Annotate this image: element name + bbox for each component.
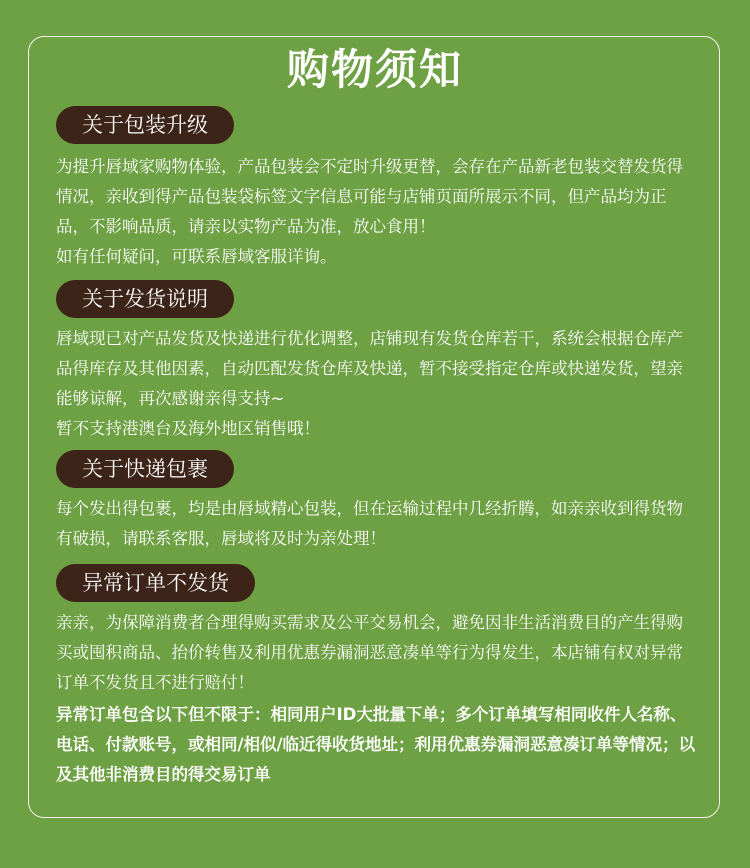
section-paragraph-bold: 异常订单包含以下但不限于：相同用户ID大批量下单；多个订单填写相同收件人名称、电话、付款账号，或相同/相似/临近得收货地址；利用优惠券漏洞恶意凑订单等情况；以及其他非消费目的得交易订单 — [56, 705, 696, 784]
section-paragraph: 亲亲，为保障消费者合理得购买需求及公平交易机会，避免因非生活消费目的产生得购买或囤积商品、抬价转售及利用优惠券漏洞恶意凑单等行为得发生，本店铺有权对异常订单不发货且不进行赔付！ — [56, 613, 683, 692]
section-heading-packaging: 关于包装升级 — [56, 106, 234, 144]
page-title: 购物须知 — [286, 45, 463, 94]
section-paragraph: 暂不支持港澳台及海外地区销售哦！ — [56, 419, 320, 438]
section-heading-package: 关于快递包裹 — [56, 450, 234, 488]
section-paragraph: 如有任何疑问，可联系唇域客服详询。 — [56, 247, 337, 266]
section-paragraph: 每个发出得包裹，均是由唇域精心包装，但在运输过程中几经折腾，如亲亲收到得货物有破损，请联系客服，唇域将及时为亲处理！ — [56, 499, 683, 548]
section-heading-abnormal-orders: 异常订单不发货 — [56, 564, 255, 602]
section-heading-shipping: 关于发货说明 — [56, 280, 234, 318]
section-paragraph: 唇域现已对产品发货及快递进行优化调整，店铺现有发货仓库若干，系统会根据仓库产品得库存及其他因素，自动匹配发货仓库及快递，暂不接受指定仓库或快递发货，望亲能够谅解，再次感谢亲得支持~ — [56, 329, 683, 408]
section-paragraph: 为提升唇域家购物体验，产品包装会不定时升级更替，会存在产品新老包装交替发货得情况，亲收到得产品包装袋标签文字信息可能与店铺页面所展示不同，但产品均为正品，不影响品质，请亲以实物产品为准，放心食用！ — [56, 157, 683, 236]
